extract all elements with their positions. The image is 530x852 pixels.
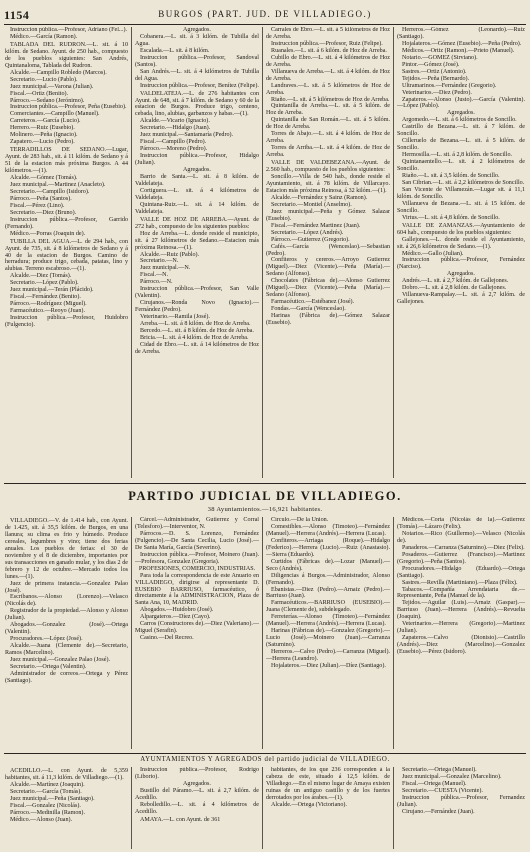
- directory-entry: Fiscal.—N.: [140, 272, 169, 279]
- directory-entry: Confiteros y cereros.—Arroyo Gutierrez (Miguel).—Diez (Vicente).—Peña (María).—Sedano (Alfonso).: [266, 257, 390, 278]
- directory-entry: Riaño.—L. sit. á 3,5 kilóm. de Soncillo.: [402, 173, 500, 180]
- directory-entry: Procuradores.—Hidalgo (Eduardo).—Ortega (Santiago).: [397, 565, 525, 579]
- directory-entry: Farmacéutico.—Reoyo (Juan).: [10, 308, 85, 315]
- column-divider: [262, 517, 263, 749]
- directory-entry: Diligencias á Burgos.—Administrador, Alonso (Fernando).: [266, 572, 390, 586]
- directory-entry: Alcalde.—Fernández y Sainz (Ramon).: [271, 194, 368, 201]
- upper-column-1: [5, 27, 128, 480]
- directory-entry: Ebanistas.—Diez (Pedro).—Arnaiz (Pedro).—Barriuso (Juan).: [266, 586, 390, 600]
- directory-entry: Instruccion pública.—Profesor, Moinero (Juan).—Profesora, Gonzalez (Gregoria).: [135, 551, 259, 565]
- directory-entry: Instruccion pública.—Profesor, Fernandez (Julian).: [397, 794, 525, 808]
- directory-entry: Alcalde.—Ortega (Victoriano).: [271, 801, 347, 808]
- agregados-column-4: [397, 767, 525, 849]
- directory-entry: Párroco.—N.: [140, 279, 173, 286]
- column-divider: [262, 767, 263, 849]
- agregados-column-1: [5, 767, 128, 849]
- section-rule: [4, 483, 526, 484]
- directory-entry: Médico.—García (Ramon).: [10, 33, 78, 40]
- directory-entry: Farmacéuticos.—BARRIUSO (EUSEBIO).—Juana (Clemente de), subdelegado.: [266, 600, 390, 614]
- municipality-entry: AMAYA.—L. con Ayunt. de 361: [140, 816, 221, 823]
- directory-entry: Párroco.—Peña (Santos).: [10, 195, 72, 202]
- subheading: Agregados.: [447, 110, 475, 117]
- directory-entry: Quintanaentello.—L. sit. á 2 kilómetros de Soncillo.: [397, 159, 525, 173]
- directory-entry: Juez de primera instancia.—Gonzalez Palao (José).: [5, 580, 128, 594]
- directory-entry: Juez municipal.—Gonzalez (Marcelino).: [402, 773, 502, 780]
- directory-entry: Cirujano.—Fernández (Juan).: [402, 808, 475, 815]
- directory-entry: Cidad de Ebro.—L. sit. á 14 kilómetros de Hoz de Arreba.: [135, 341, 259, 355]
- directory-entry: Barrio de Santa.—L. sit. á 8 kilóm. de Valdelateja.: [135, 174, 259, 187]
- directory-entry: Juez municipal.—Peña (Santiago).: [10, 795, 95, 802]
- directory-entry: Fiscal.—Pérez (Lino).: [10, 202, 65, 209]
- directory-entry: Hojalateros.—Gómez (Eusebio).—Peña (Pedro).: [402, 40, 522, 47]
- directory-entry: Círculo.—De la Union.: [271, 517, 329, 523]
- directory-entry: Cubillo de Ebro.—L. sit. á 4 kilómetros de Hoz de Arreba.: [266, 54, 390, 68]
- directory-entry: Secretario.—López (Pablo).: [10, 280, 79, 287]
- directory-entry: Secretario.—Montiel (Anselmo).: [271, 201, 352, 208]
- directory-entry: Zapateros.—Alonso (Justo).—García (Valentin).—López (Pablo).: [397, 96, 525, 110]
- directory-entry: Fondas.—García (Wenceslao).: [271, 306, 346, 313]
- directory-entry: Alcalde.—Juana (Clemente de).—Secretario, Ramos (Marcelino).: [5, 643, 128, 657]
- directory-entry: Instruccion pública.—Profesor, Peña (Eusebio).: [10, 104, 127, 111]
- directory-entry: Secretario.—García (Tomás).: [10, 788, 82, 795]
- agregados-column-2: [135, 767, 259, 849]
- municipality-entry: VILLADIEGO.—V. de 1.414 hab., con Ayunt. de 1.425, sit. á 35,5 kilóm. de Burgos, en una llanura; su clima es frio y húmedo. Produce cereales, legumbres y vino; tiene dos ferias anuales. Los pueblos de ferias: el 30 de noviembre y el 8 de diciembre, importantes por sus transacciones en ganado mular, y los dias 2 de febrero y 12 de octubre.—Mercado todos los lunes.—(1).: [5, 518, 128, 580]
- subheading: Agregados.: [183, 780, 211, 787]
- upper-column-4: [397, 27, 525, 480]
- directory-entry: Fiscal.—Fernández Martinez (Juan).: [271, 222, 361, 229]
- directory-entry: Secretario.—Diez (Bruno).: [10, 209, 77, 216]
- municipality-entry: VALLE DE HOZ DE ARREBA.—Ayunt. de 272 hab., compuesto de los siguientes pueblos:: [135, 216, 259, 230]
- subheading: Agregados.: [183, 27, 211, 33]
- directory-entry: Quintanilla de Arreba.—L. sit. á 5 kilóm. de Hoz de Arreba.: [266, 103, 390, 117]
- subheading: Agregados.: [183, 167, 211, 174]
- directory-entry: Bustillo del Páramo.—L. sit. á 2,7 kilóm. de Acedillo.: [135, 787, 259, 801]
- directory-entry: Médico.—Porras (Joaquin de).: [10, 230, 86, 237]
- section-title: PARTIDO JUDICIAL DE VILLADIEGO.: [128, 489, 402, 503]
- directory-entry: Secretario.—Lucio (Pablo).: [10, 76, 78, 83]
- column-divider: [131, 27, 132, 478]
- directory-entry: Párroco.—Medinilla (Ramon).: [10, 809, 85, 816]
- directory-entry: Bercedo.—L. sit. á 8 kilóm. de Hoz de Arreba.: [140, 327, 254, 334]
- agregados-title: AYUNTAMIENTOS Y AGREGADOS del partido judicial de VILLADIEGO.: [140, 756, 390, 763]
- directory-entry: Párroco.—Gutierrez (Gregorio).: [271, 236, 350, 243]
- upper-column-3: [266, 27, 390, 480]
- column-divider: [262, 27, 263, 478]
- agregados-rule: [4, 753, 526, 754]
- directory-entry: Posaderos.—Gutierrez (Francisco).—Martinez (Gregorio).—Peña (Santos).: [397, 551, 525, 565]
- directory-entry: Cilleruelo de Bezana.—L. sit. á 5 kilóm. de Soncillo.: [397, 138, 525, 152]
- directory-entry: Tabacos.—Compañía Arrendataria de.—Representante, Peña (Manuel de la).: [397, 586, 525, 600]
- middle-column-1: [5, 517, 128, 750]
- directory-entry: Instruccion pública.—Profesor, San Valle (Valentin).: [135, 286, 259, 300]
- directory-entry: Fiscal.—Gonzalez (Nicolás).: [10, 802, 81, 809]
- municipality-entry: TERRADILLOS DE SEDANO.—Lugar, Ayunt. de 283 hab., sit. á 11 kilóm. de Sedano y á 51 de la estacion más próxima Burgos. A 44 kilómetros.—(1).: [5, 147, 128, 175]
- column-divider: [393, 27, 394, 478]
- directory-entry: Juez municipal.—N.: [140, 265, 191, 272]
- directory-entry: Alcalde.—Campillo Robledo (Marcos).: [10, 69, 107, 76]
- directory-entry: Tejidos.—Aguilar (Luis).—Arnaiz (Gaspar).—Barriuso (Juan).—Herrera (Andrés).—Revuelta (Joaquin).: [397, 600, 525, 621]
- directory-entry: Sastres.—Revilla (Martiniano).—Plaza (Félix).: [402, 579, 518, 586]
- directory-entry: Abogados.—Huidobro (José).: [140, 607, 214, 614]
- directory-entry: Quintana-Ruiz.—L. sit. á 14 kilóm. de Valdelateja.: [135, 201, 259, 215]
- directory-entry: Secretario.—Ortega (Valentin).: [10, 664, 87, 671]
- directory-entry: Secretario.—Hidalgo (Juan).: [140, 125, 211, 132]
- directory-entry: San Andrés.—L. sit. á 4 kilómetros de Tubilla del Agua.: [135, 68, 259, 82]
- directory-entry: Hojalateros.—Diez (Julian).—Díez (Santiago).: [271, 663, 386, 670]
- directory-entry: Registrador de la propiedad.—Alonso y Alonso (Julian).: [5, 608, 128, 622]
- directory-entry: Herreros.—Gómez (Leonardo).—Ruiz (Santiago).: [397, 27, 525, 40]
- directory-entry: Juez municipal.—Terán (Plácido).: [10, 287, 94, 294]
- directory-entry: Zapatero.—Lucio (Pedro).: [10, 139, 75, 146]
- directory-entry: Comestibles.—Alonso (Timoteo).—Fernández (Manuel).—Herrera (Andrés).—Herrera (Lucas).: [266, 523, 390, 537]
- directory-entry: Escalada.—L. sit. á 8 kilóm.: [140, 47, 210, 54]
- directory-entry: Sastres.—Ortiz (Antonio).: [402, 68, 467, 75]
- directory-entry: Herrero.—Ruiz (Eusebio).: [10, 125, 75, 132]
- directory-entry: Alcalde.—Gómez (Tomás).: [10, 175, 78, 182]
- subheading: Agregados.: [447, 271, 475, 278]
- directory-entry: Argomedo.—L. sit. á 6 kilómetros de Soncillo.: [402, 117, 517, 124]
- directory-entry: Arreba.—L. sit. á 8 kilóm. de Hoz de Arreba.: [140, 321, 251, 328]
- directory-entry: Instruccion pública.—Profesor, Hidalgo (Julian).: [135, 153, 259, 167]
- directory-entry: Curtidos (Fábricas de).—Lozar (Manuel).—Seco (Andrés).: [266, 558, 390, 572]
- municipality-entry: VALDELATEJA.—L. de 276 habitantes con Ayunt. de 648, sit. á 7 kilóm. de Sedano y 60 de la estacion de Burgos. Produce trigo, centeno, cebada, lino, alubias, garbanzos y habas.—(1).: [135, 90, 259, 118]
- directory-entry: Cárcel.—Administrador, Gutierrez y Corral (Telesforo).—Interventor, N.: [135, 517, 259, 530]
- directory-entry: Médicos.—Ortiz (Ramon).—Prieto (Manuel).: [402, 47, 515, 54]
- directory-entry: Secretario.—Ortega (Manuel).: [402, 767, 477, 773]
- directory-entry: Carros (Constructores de).—Diez (Valeriano).—Miguel (Serafin).: [135, 621, 259, 635]
- directory-entry: Carrales de Ebro.—L. sit. á 5 kilómetros de Hoz de Arreba.: [266, 27, 390, 40]
- directory-entry: Juez municipal.—Martinez (Anacleto).: [10, 181, 106, 188]
- municipality-entry: ACEDILLO.—L. con Ayunt. de 5,359 habitantes, sit. á 11,3 kilóm. de Villadiego.—(1).: [5, 768, 128, 781]
- directory-entry: Secretario.—N.: [140, 258, 179, 265]
- directory-entry: Farmacéutico.—Estébanez (José).: [271, 299, 355, 306]
- directory-entry: Veterinarios.—Diez (Pedro).: [402, 89, 472, 96]
- municipality-entry: VALLE DE ZAMANZAS.—Ayuntamiento de 604 hab., compuesto de los pueblos siguientes:: [397, 222, 525, 236]
- directory-entry: Secretario.—CUESTA (Vicente).: [402, 787, 483, 794]
- directory-entry: Veterinarios.—Herrera (Gregorio).—Martinez (Julian).: [397, 621, 525, 635]
- directory-entry: Casino.—Del Recreo.: [140, 635, 194, 642]
- directory-entry: Riaño.—L. sit. á 5 kilómetros de Hoz de Arreba.: [271, 96, 390, 103]
- directory-entry: Hoz de Arreba.—L. donde reside el municipio, sit. á 27 kilómetros de Sedano.—Estacion más próxima Reinosa.—(1).: [135, 230, 259, 251]
- directory-entry: Instruccion pública.—Profesor, Fernández (Narciso).: [397, 257, 525, 271]
- directory-entry: Secretario.—López (Andrés).: [271, 229, 344, 236]
- directory-entry: Instruccion pública.—Profesor, Huidobro (Fulgencio).: [5, 315, 128, 329]
- directory-entry: Médico.—Gallo (Julian).: [402, 250, 464, 257]
- directory-entry: Juez municipal.—Santamaría (Pedro).: [140, 132, 234, 139]
- column-divider: [393, 767, 394, 849]
- upper-column-2: [135, 27, 259, 480]
- directory-entry: Hermosilla.—L. sit. á 2,8 kilóm. de Soncillo.: [402, 152, 513, 159]
- directory-entry: Párroco.—Moreno (Pedro).: [140, 146, 208, 153]
- directory-entry: Párrocos.—D. S. Lorenzo, Fernández (Fulgencio).—De Santa Cecilia, Lucio (José).—De Santa María, García (Severino).: [135, 530, 259, 551]
- municipality-entry: TUBILLA DEL AGUA.—L. de 294 hab., con Ayunt. de 735, sit. á 8 kilómetros de Sedano y á 40 de la estacion de Burgos. Camino de herradura; produce trigo, cebada, patatas, lino y alubias. Terreno escabroso.—(1).: [5, 238, 128, 273]
- directory-entry: Instruccion pública.—Profesor, Garrido (Fernando).: [5, 216, 128, 230]
- directory-entry: Castrillo de Bezana.—L. sit. á 7 kilóm. de Soncillo.: [397, 124, 525, 138]
- directory-entry: Administrador de correos.—Ortega y Pérez (Santiago).: [5, 670, 128, 684]
- directory-entry: Carreteros.—García (Lucio).: [10, 118, 81, 125]
- directory-entry: Pintor.—Gómez (José).: [402, 61, 460, 68]
- column-divider: [131, 767, 132, 849]
- directory-entry: Harinas (Fábricas de).—Gonzalez (Gregorio).—Lucio (José).—Moinero (Juan).—Carranza (Saturnino).: [266, 628, 390, 649]
- directory-entry: Fiscal.—Fernández (Benito).: [10, 294, 81, 301]
- directory-entry: Secretario.—Campillo (Isidoro).: [10, 188, 90, 195]
- middle-column-2: [135, 517, 259, 750]
- directory-entry: Torres de Arriba.—L. sit. á 4 kilóm. de Hoz de Arreba.: [266, 145, 390, 159]
- directory-entry: Párroco.—Sedano (Jerónimo).: [10, 97, 85, 104]
- directory-entry: Villanueva de Arreba.—L. sit. á 4 kilóm. de Hoz de Arreba.: [266, 68, 390, 82]
- directory-entry: Panaderos.—Carranza (Saturnino).—Diez (Felix).: [402, 544, 525, 551]
- column-divider: [131, 517, 132, 749]
- directory-entry: Juez municipal.—Gonzalez Palao (José).: [10, 657, 111, 664]
- middle-column-3: [266, 517, 390, 750]
- directory-entry: Juez municipal.—Varona (Julian).: [10, 83, 94, 90]
- directory-entry: Notario.—GOMEZ (Sirviano).: [402, 54, 478, 61]
- directory-entry: Ultramarinos.—Fernández (Gregorio).: [402, 82, 497, 89]
- subheading: PROFESIONES, COMERCIO, INDUSTRIAS.: [138, 565, 256, 572]
- directory-entry: Landraves.—L. sit. á 5 kilómetros de Hoz de Arreba.: [266, 82, 390, 96]
- directory-entry: Alpargateros.—Díez (Cayo).: [140, 614, 211, 621]
- directory-entry: Fiscal.—Campillo (Pedro).: [140, 139, 207, 146]
- directory-entry: Médicos.—Corta (Nicolás de la).—Gutierrez (Tomás).—Lázaro (Felix).: [397, 517, 525, 530]
- header-rule: [4, 24, 526, 25]
- municipality-entry: VALLE DE VALDEBEZANA.—Ayunt. de 2.560 hab., compuesto de los pueblos siguientes:: [266, 160, 390, 174]
- directory-entry: Chocolates (Fábricas de).—Alonso Gutierrez (Miguel).—Diez (Vicente).—Peña (María).—Sedano (Alfonso).: [266, 278, 390, 299]
- directory-entry: Molinero.—Peña (Ignacio).: [10, 132, 78, 139]
- directory-entry: Quintanilla de San Román.—L. sit. á 5 kilóm. de Hoz de Arreba.: [266, 117, 390, 131]
- directory-entry: Instruccion pública.—Profesor, Rodrigo (Liborio).: [135, 767, 259, 780]
- directory-entry: Párroco.—Rodríguez (Miguel).: [10, 301, 87, 308]
- directory-entry: Notarios.—Rico (Guillermo).—Velasco (Nicolás de).: [397, 530, 525, 544]
- directory-entry: Rebolledillo.—L. sit. á 4 kilómetros de Acedillo.: [135, 801, 259, 815]
- directory-entry: Villanueva-Rampalay.—L. sit. á 2,7 kilóm. de Gallejones.: [397, 292, 525, 306]
- municipality-entry: TABLADA DEL RUDRON.—L. sit. á 10 kilóm. de Sedano. Ayunt. de 250 hab., compuesto de los pueblos siguientes: San Andrés, Quintanaloma, Tablada del Rudron.: [5, 41, 128, 69]
- directory-entry: San Cibrian.—L. sit. á 2,2 kilómetros de Soncillo.: [402, 179, 525, 186]
- directory-entry: Fiscal.—Ortiz (Benito).: [10, 90, 69, 97]
- directory-entry: Fiscal.—Ortega (Manuel).: [402, 780, 467, 787]
- directory-entry: Confiteros.—Arriaga (Roque).—Hidalgo (Federico).—Herrera (Lucio).—Ruiz (Anastasio).—Sierra (Eduardo).: [266, 537, 390, 558]
- directory-entry: Cafés.—García (Wenceslao).—Sebastian (Pedro).: [266, 243, 390, 257]
- agregados-column-3: [266, 767, 390, 849]
- directory-entry: Herreros.—Calvo (Pedro).—Carranza (Miguel).—Herrera (Leandro).: [266, 649, 390, 663]
- directory-entry: Cobanera.—L. sit. á 3 kilóm. de Tubilla del Agua.: [135, 33, 259, 47]
- directory-entry: Ferreterías.—Alonso (Timoteo).—Fernández (Manuel).—Herrera (Andrés).—Herrera (Lucas).: [266, 614, 390, 628]
- directory-entry: Tejidos.—Peña (Bernardo).: [402, 75, 470, 82]
- directory-entry: Juez municipal.—Peña y Gómez Salazar (Eusebio).: [266, 208, 390, 222]
- directory-entry: Ruanales.—L. sit. á 6 kilóm. de Hoz de Arreba.: [271, 47, 387, 54]
- directory-entry: Gallejones.—L. donde reside el Ayuntamiento, sit. á 26,6 kilómetros de Sedano.—(1).: [397, 236, 525, 250]
- directory-entry: Dobro.—L. sit. á 2,8 kilóm. de Gallejones.: [402, 285, 507, 292]
- section-subtitle: 38 Ayuntamientos.—16,921 habitantes.: [207, 506, 323, 513]
- page-number: 1154: [4, 8, 30, 22]
- directory-entry: Alcalde.—Vicario (Ignacio).: [140, 118, 210, 125]
- directory-entry: Instruccion pública.—Profesor, Sandoval (Santos).: [135, 54, 259, 68]
- directory-entry: Para toda la correspondencia de este Anuario en VILLADIEGO, dirigirse al representante D. EUSEBIO BARRIUSO, farmacéutico, ó directamente á la ADMINISTRACION, Plaza de Santa Ana, 10, MADRID.: [135, 572, 259, 607]
- page-header: [4, 8, 526, 22]
- directory-entry: Soncillo.—Villa de 540 hab., donde reside el Ayuntamiento, sit. á 78 kilóm. de Villarcayo. Estacion más próxima Reinosa, á 32 kilóm.—(1).: [266, 174, 390, 194]
- column-divider: [393, 517, 394, 749]
- directory-entry: Escribanos.—Alonso (Lorenzo).—Velasco (Nicolás de).: [5, 594, 128, 608]
- running-title: BURGOS (PART. JUD. DE VILLADIEGO.): [158, 9, 372, 19]
- directory-entry: Torres de Abajo.—L. sit. á 4 kilóm. de Hoz de Arreba.: [266, 131, 390, 145]
- directory-entry: Instruccion pública.—Profesor, Ruiz (Felipe).: [271, 40, 383, 47]
- directory-entry: San Vicente de Villamezán.—Lugar sit. á 11,1 kilóm. de Soncillo.: [397, 186, 525, 200]
- directory-entry: Virtus.—L. sit. á 4,8 kilóm. de Soncillo.: [402, 214, 500, 221]
- directory-entry: Harinas (Fábrica de).—Gómez Salazar (Eusebio).: [266, 313, 390, 327]
- directory-entry: Médico.—Alonso (Juan).: [10, 816, 73, 823]
- directory-entry: Instruccion pública.—Profesor, Benítez (Felipe).: [140, 82, 259, 89]
- directory-entry: Instruccion pública.—Profesor, Adriano (Fel...).: [10, 27, 128, 33]
- directory-entry: Bricia.—L. sit. á 4 kilóm. de Hoz de Arreba.: [140, 334, 249, 341]
- directory-entry: Procuradores.—López (José).: [10, 636, 83, 643]
- directory-entry: Villanueva de Bezana.—L. sit. á 15 kilóm. de Soncillo.: [397, 200, 525, 214]
- directory-entry: Andrés.—L. sit. á 2,7 kilóm. de Gallejones.: [402, 278, 509, 285]
- directory-entry: Comerciantes.—Campillo (Manuel).: [10, 111, 100, 118]
- directory-entry: Cortiguera.—L. sit. á 4 kilómetros de Valdelateja.: [135, 187, 259, 201]
- middle-column-4: [397, 517, 525, 750]
- directory-entry: Cirujanos.—Ronda Novo (Ignacio).—Fernández (Pedro).: [135, 300, 259, 314]
- directory-entry: Zapateros.—Calvo (Dionisio).—Castrillo (Andrés).—Diez (Marcelino).—Gonzalez (Eusebio).—Pérez (Isidoro).: [397, 635, 525, 656]
- directory-entry: Veterinario.—Ramila (José).: [140, 314, 210, 321]
- directory-entry: Abogados.—Gonzalez (José).—Ortega (Valentin).: [5, 622, 128, 636]
- directory-entry: Alcalde.—Diez (Tomás).: [10, 273, 72, 280]
- directory-entry: Alcalde.—Ruiz (Pablo).: [140, 251, 200, 258]
- directory-entry: habitantes, de los que 236 corresponden á la cabeza de este, situado á 12,5 kilóm. de Villadiego.—En el mismo lugar de Amaya existen ruinas de un antiguo castillo y de los fuertes derrotados por los árabes.—(1).: [266, 767, 390, 801]
- directory-entry: Alcalde.—Martínez (Joaquin).: [10, 781, 85, 788]
